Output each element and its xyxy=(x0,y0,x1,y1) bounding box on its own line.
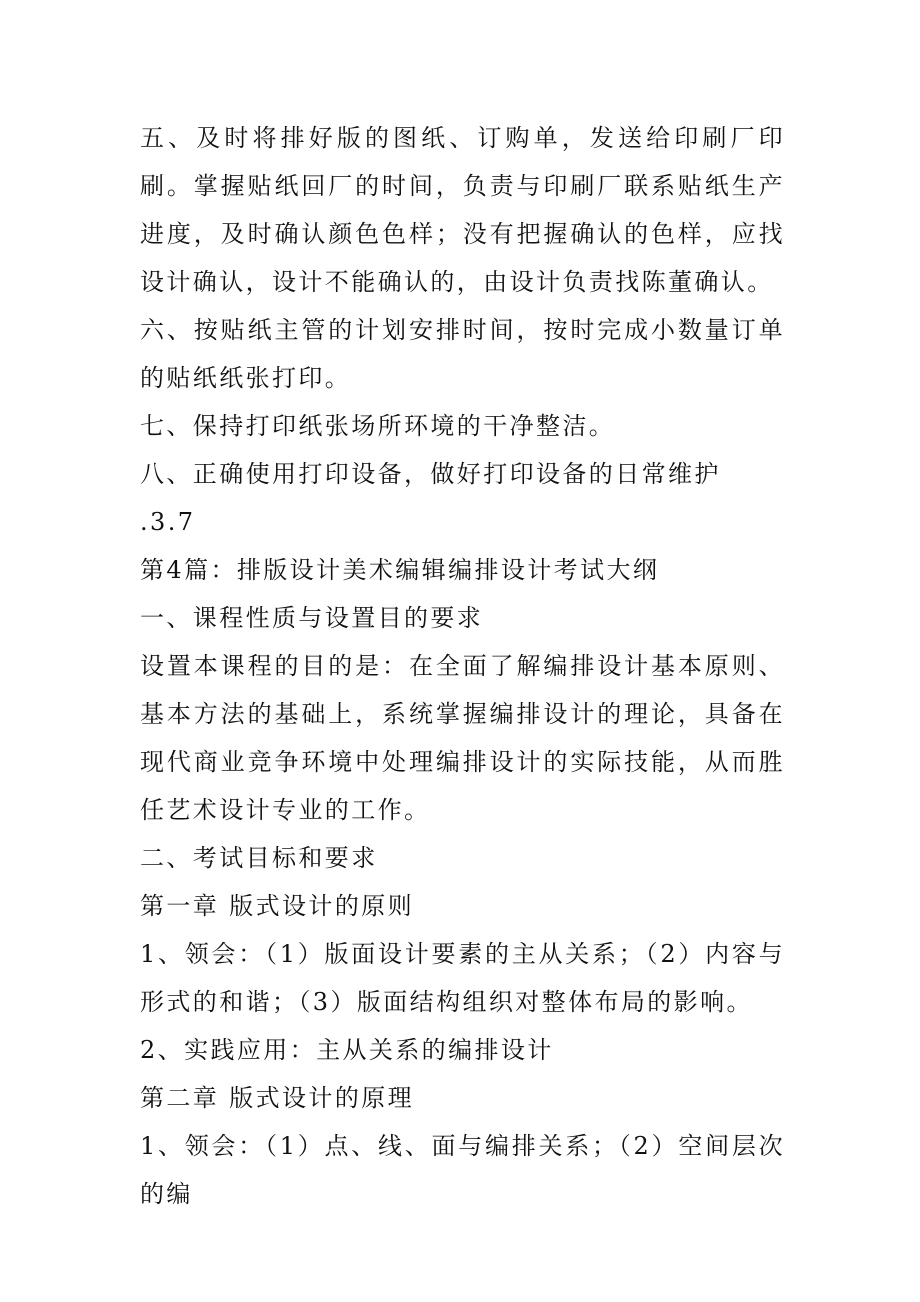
paragraph-item-six: 六、按贴纸主管的计划安排时间，按时完成小数量订单的贴纸纸张打印。 xyxy=(140,316,785,392)
chapter-two-item-one: 1、领会：（1）点、线、面与编排关系；（2）空间层次的编 xyxy=(140,1132,785,1208)
heading-course-nature: 一、课程性质与设置目的要求 xyxy=(140,604,484,632)
chapter-one-item-one: 1、领会：（1）版面设计要素的主从关系；（2）内容与形式的和谐；（3）版面结构组织对整体布局的影响。 xyxy=(140,940,785,1016)
document-body xyxy=(140,114,785,1218)
chapter-two-title: 第二章 版式设计的原理 xyxy=(140,1084,415,1112)
date-line: .3.7 xyxy=(140,508,196,536)
chapter-one-title: 第一章 版式设计的原则 xyxy=(140,892,415,920)
paragraph-item-five: 五、及时将排好版的图纸、订购单，发送给印刷厂印刷。掌握贴纸回厂的时间，负责与印刷厂联系贴纸生产进度，及时确认颜色色样；没有把握确认的色样，应找设计确认，设计不能确认的，由设计负责找陈董确认。 xyxy=(140,124,785,296)
paragraph-item-seven: 七、保持打印纸张场所环境的干净整洁。 xyxy=(140,412,616,440)
paragraph-item-eight: 八、正确使用打印设备，做好打印设备的日常维护 xyxy=(140,460,721,488)
chapter-one-item-two: 2、实践应用：主从关系的编排设计 xyxy=(140,1036,554,1064)
section-title: 第4篇：排版设计美术编辑编排设计考试大纲 xyxy=(140,556,660,584)
heading-exam-goals: 二、考试目标和要求 xyxy=(140,844,378,872)
paragraph-course-purpose: 设置本课程的目的是：在全面了解编排设计基本原则、基本方法的基础上，系统掌握编排设计的理论，具备在现代商业竞争环境中处理编排设计的实际技能，从而胜任艺术设计专业的工作。 xyxy=(140,652,785,824)
